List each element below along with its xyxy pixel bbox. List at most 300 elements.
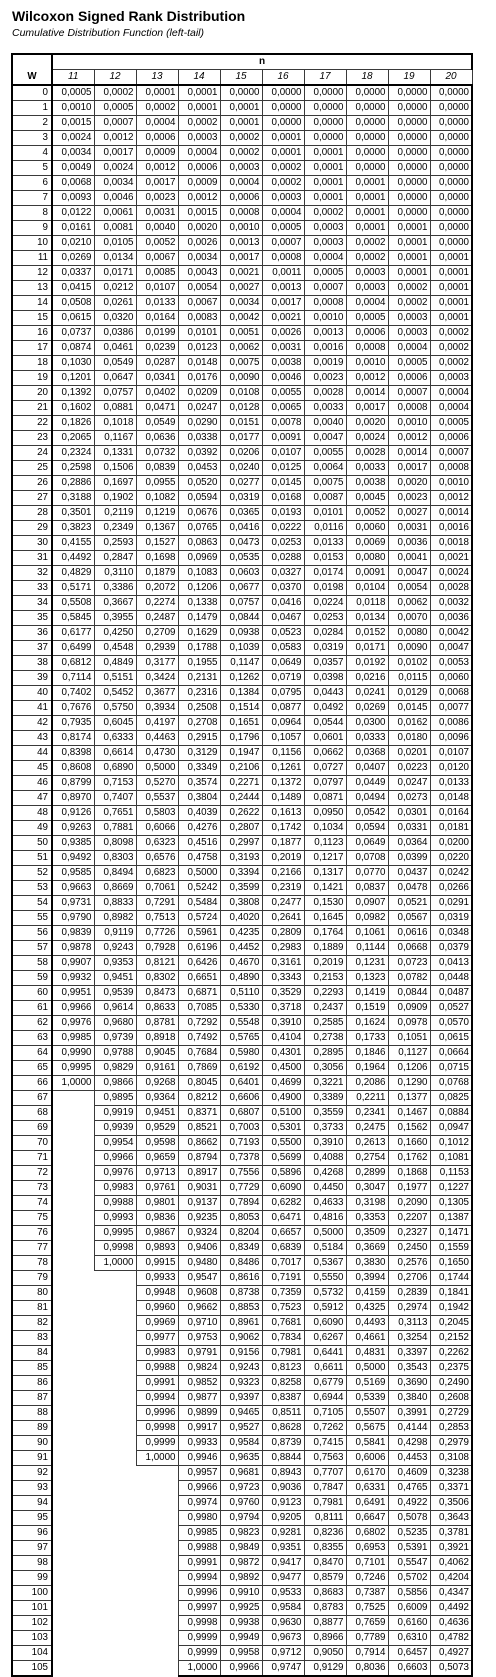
table-cell: 0,6651 <box>178 971 220 986</box>
table-cell: 0,9788 <box>94 1046 136 1061</box>
table-cell: 0,0133 <box>304 536 346 551</box>
table-cell: 0,7003 <box>220 1121 262 1136</box>
w-value: 24 <box>12 446 52 461</box>
table-cell: 0,2316 <box>178 686 220 701</box>
table-cell: 0,2490 <box>430 1376 472 1391</box>
table-cell: 0,0023 <box>136 191 178 206</box>
table-cell: 0,0001 <box>304 191 346 206</box>
table-cell: 0,0253 <box>262 536 304 551</box>
table-cell: 0,1479 <box>178 611 220 626</box>
w-value: 6 <box>12 176 52 191</box>
table-cell: 0,0153 <box>304 551 346 566</box>
table-cell: 0,0017 <box>136 176 178 191</box>
table-cell: 0,2708 <box>178 716 220 731</box>
table-cell: 0,0715 <box>430 1061 472 1076</box>
table-cell: 0,0068 <box>52 176 94 191</box>
table-cell: 0,1372 <box>262 776 304 791</box>
table-cell: 0,2608 <box>430 1391 472 1406</box>
table-cell: 0,4276 <box>178 821 220 836</box>
table-cell: 0,0247 <box>388 776 430 791</box>
table-cell: 0,9938 <box>220 1616 262 1631</box>
table-cell: 0,0045 <box>346 491 388 506</box>
table-cell: 0,0043 <box>178 266 220 281</box>
table-cell: 0,1219 <box>136 506 178 521</box>
table-cell: 0,9477 <box>262 1571 304 1586</box>
table-cell: 0,4633 <box>304 1196 346 1211</box>
table-cell: 0,0368 <box>346 746 388 761</box>
table-cell: 0,0003 <box>304 236 346 251</box>
table-cell: 0,0028 <box>430 581 472 596</box>
table-cell: 0,9451 <box>94 971 136 986</box>
table-cell: 0,0031 <box>388 521 430 536</box>
table-cell: 0,7556 <box>220 1166 262 1181</box>
table-cell: 0,0008 <box>262 251 304 266</box>
table-cell: 0,1338 <box>178 596 220 611</box>
table-cell: 0,5000 <box>304 1226 346 1241</box>
w-value: 42 <box>12 716 52 731</box>
table-cell: 0,0839 <box>136 461 178 476</box>
table-cell: 0,5732 <box>304 1286 346 1301</box>
w-value: 27 <box>12 491 52 506</box>
table-cell <box>94 1586 136 1601</box>
table-cell: 0,1261 <box>262 761 304 776</box>
table-cell: 0,7729 <box>220 1181 262 1196</box>
table-row <box>12 1601 472 1616</box>
table-cell: 0,8053 <box>220 1211 262 1226</box>
table-cell: 0,9353 <box>94 956 136 971</box>
table-cell: 0,0002 <box>94 85 136 101</box>
table-cell: 0,0222 <box>262 521 304 536</box>
table-cell: 0,0002 <box>220 131 262 146</box>
table-cell: 0,0014 <box>430 506 472 521</box>
table-cell: 0,2106 <box>220 761 262 776</box>
table-cell: 0,2895 <box>304 1046 346 1061</box>
table-cell: 0,5841 <box>346 1436 388 1451</box>
table-cell: 0,1377 <box>388 1091 430 1106</box>
table-cell <box>136 1661 178 1677</box>
table-cell: 0,0677 <box>220 581 262 596</box>
table-cell: 0,0969 <box>178 551 220 566</box>
table-cell: 0,3386 <box>94 581 136 596</box>
table-cell: 0,9899 <box>178 1406 220 1421</box>
table-cell: 0,3781 <box>430 1526 472 1541</box>
w-value: 64 <box>12 1046 52 1061</box>
table-cell: 0,5242 <box>178 881 220 896</box>
table-cell: 0,1947 <box>220 746 262 761</box>
w-value: 62 <box>12 1016 52 1031</box>
table-cell: 0,4088 <box>304 1151 346 1166</box>
table-cell: 0,8258 <box>262 1376 304 1391</box>
table-cell: 0,0000 <box>388 206 430 221</box>
table-cell: 0,0001 <box>220 101 262 116</box>
table-cell: 0,0006 <box>388 371 430 386</box>
table-cell: 0,2641 <box>262 911 304 926</box>
table-cell: 0,9161 <box>136 1061 178 1076</box>
w-value: 98 <box>12 1556 52 1571</box>
table-cell: 0,9980 <box>178 1511 220 1526</box>
table-row <box>12 1556 472 1571</box>
table-cell <box>52 1256 94 1271</box>
table-cell: 0,1144 <box>346 941 388 956</box>
table-cell: 0,0379 <box>430 941 472 956</box>
table-row <box>12 1136 472 1151</box>
table-cell: 0,0209 <box>178 386 220 401</box>
table-cell <box>94 1466 136 1481</box>
table-cell: 0,4670 <box>220 956 262 971</box>
table-cell: 0,9951 <box>52 986 94 1001</box>
table-cell: 0,7881 <box>94 821 136 836</box>
table-cell: 0,3808 <box>220 896 262 911</box>
table-cell: 0,9801 <box>136 1196 178 1211</box>
table-cell <box>136 1571 178 1586</box>
table-cell: 0,0133 <box>136 296 178 311</box>
table-cell: 0,0000 <box>430 116 472 131</box>
w-value: 103 <box>12 1631 52 1646</box>
table-cell: 0,7153 <box>94 776 136 791</box>
w-value: 41 <box>12 701 52 716</box>
table-cell: 0,0300 <box>346 716 388 731</box>
table-cell: 0,0004 <box>304 251 346 266</box>
table-cell: 0,9281 <box>262 1526 304 1541</box>
w-value: 11 <box>12 251 52 266</box>
table-cell: 0,2729 <box>430 1406 472 1421</box>
table-cell: 0,0000 <box>262 85 304 101</box>
n-header: n <box>52 54 472 70</box>
table-cell: 0,9933 <box>136 1271 178 1286</box>
table-cell: 0,0000 <box>304 85 346 101</box>
table-cell: 0,6779 <box>304 1376 346 1391</box>
w-value: 55 <box>12 911 52 926</box>
table-cell: 0,2444 <box>220 791 262 806</box>
table-cell: 0,2324 <box>52 446 94 461</box>
table-cell: 0,9991 <box>136 1376 178 1391</box>
table-cell: 0,0096 <box>430 731 472 746</box>
table-cell: 0,0171 <box>346 641 388 656</box>
table-cell: 0,1868 <box>388 1166 430 1181</box>
w-value: 44 <box>12 746 52 761</box>
table-cell: 0,8036 <box>346 1661 388 1677</box>
table-cell: 0,5508 <box>52 596 94 611</box>
table-cell: 0,7193 <box>220 1136 262 1151</box>
table-cell: 0,0013 <box>262 281 304 296</box>
table-cell: 0,9753 <box>178 1331 220 1346</box>
table-cell: 0,0133 <box>430 776 472 791</box>
table-cell: 0,9268 <box>136 1076 178 1091</box>
table-cell: 0,1660 <box>388 1136 430 1151</box>
table-cell: 0,0193 <box>262 506 304 521</box>
table-cell: 0,8633 <box>136 1001 178 1016</box>
table-cell: 0,0583 <box>262 641 304 656</box>
table-cell: 0,2341 <box>346 1106 388 1121</box>
table-cell: 0,0982 <box>346 911 388 926</box>
table-cell: 0,9995 <box>94 1226 136 1241</box>
table-cell: 0,6170 <box>346 1466 388 1481</box>
table-cell: 0,0032 <box>430 596 472 611</box>
w-value: 47 <box>12 791 52 806</box>
table-row <box>12 1541 472 1556</box>
table-cell: 0,9993 <box>94 1211 136 1226</box>
table-cell: 0,5078 <box>388 1511 430 1526</box>
table-cell: 0,4144 <box>388 1421 430 1436</box>
w-value: 86 <box>12 1376 52 1391</box>
table-cell <box>52 1586 94 1601</box>
w-value: 74 <box>12 1196 52 1211</box>
table-cell: 0,4661 <box>346 1331 388 1346</box>
table-cell: 0,0010 <box>220 221 262 236</box>
table-cell: 0,8943 <box>262 1466 304 1481</box>
table-cell: 0,0521 <box>388 896 430 911</box>
table-cell: 0,5169 <box>346 1376 388 1391</box>
table-cell: 0,0162 <box>388 716 430 731</box>
table-cell: 0,4104 <box>262 1031 304 1046</box>
table-cell: 0,3254 <box>388 1331 430 1346</box>
table-cell: 0,7726 <box>136 926 178 941</box>
w-value: 67 <box>12 1091 52 1106</box>
table-cell: 0,0055 <box>262 386 304 401</box>
table-cell <box>94 1301 136 1316</box>
table-cell: 0,5184 <box>304 1241 346 1256</box>
table-cell: 0,1262 <box>220 671 262 686</box>
table-cell: 0,9849 <box>220 1541 262 1556</box>
table-cell <box>52 1466 94 1481</box>
table-cell: 0,0008 <box>346 341 388 356</box>
table-cell: 0,0002 <box>346 236 388 251</box>
table-cell: 0,7914 <box>346 1646 388 1661</box>
table-cell: 0,1051 <box>388 1031 430 1046</box>
table-cell: 0,9529 <box>136 1121 178 1136</box>
table-cell: 0,2709 <box>136 626 178 641</box>
table-cell: 0,1331 <box>94 446 136 461</box>
table-cell: 0,0125 <box>262 461 304 476</box>
table-cell: 0,0038 <box>346 476 388 491</box>
table-cell: 0,8236 <box>304 1526 346 1541</box>
table-row <box>12 146 472 161</box>
column-header: 19 <box>388 70 430 86</box>
table-row <box>12 1511 472 1526</box>
table-cell: 0,0107 <box>430 746 472 761</box>
table-cell: 0,0003 <box>220 161 262 176</box>
table-cell: 0,0837 <box>346 881 388 896</box>
table-cell: 0,1392 <box>52 386 94 401</box>
w-value: 43 <box>12 731 52 746</box>
table-cell: 0,4765 <box>388 1481 430 1496</box>
table-cell: 0,0009 <box>178 176 220 191</box>
table-cell: 0,9681 <box>220 1466 262 1481</box>
table-cell: 0,6871 <box>178 986 220 1001</box>
table-cell: 0,5330 <box>220 1001 262 1016</box>
table-cell: 0,0004 <box>136 116 178 131</box>
header-row-n <box>12 54 472 70</box>
table-cell: 0,3574 <box>178 776 220 791</box>
table-cell: 0,3397 <box>388 1346 430 1361</box>
table-cell: 0,0012 <box>178 191 220 206</box>
table-cell: 0,0031 <box>262 341 304 356</box>
table-cell: 0,8683 <box>304 1586 346 1601</box>
table-cell: 0,5803 <box>136 806 178 821</box>
table-row <box>12 1286 472 1301</box>
table-cell: 0,0102 <box>388 656 430 671</box>
table-cell: 0,0042 <box>220 311 262 326</box>
table-cell: 0,0327 <box>262 566 304 581</box>
table-cell <box>52 1661 94 1677</box>
w-value: 83 <box>12 1331 52 1346</box>
table-cell: 0,8844 <box>262 1451 304 1466</box>
table-cell: 0,9988 <box>136 1361 178 1376</box>
table-cell: 0,9663 <box>52 881 94 896</box>
table-cell <box>94 1571 136 1586</box>
w-value: 29 <box>12 521 52 536</box>
table-cell: 0,9948 <box>136 1286 178 1301</box>
table-cell: 0,0062 <box>220 341 262 356</box>
table-cell: 0,0000 <box>304 116 346 131</box>
w-value: 99 <box>12 1571 52 1586</box>
table-cell: 0,0067 <box>178 296 220 311</box>
table-cell: 0,7513 <box>136 911 178 926</box>
table-cell: 0,2613 <box>346 1136 388 1151</box>
table-cell <box>136 1631 178 1646</box>
table-cell: 0,2262 <box>430 1346 472 1361</box>
w-value: 81 <box>12 1301 52 1316</box>
table-cell: 0,9974 <box>178 1496 220 1511</box>
table-cell: 0,0636 <box>136 431 178 446</box>
table-row <box>12 791 472 806</box>
table-cell: 0,1629 <box>178 626 220 641</box>
table-cell: 0,7246 <box>346 1571 388 1586</box>
table-cell: 0,9673 <box>262 1631 304 1646</box>
table-cell: 0,0123 <box>178 341 220 356</box>
table-row <box>12 1391 472 1406</box>
table-cell: 0,0013 <box>304 326 346 341</box>
table-cell: 0,9999 <box>178 1631 220 1646</box>
table-cell: 0,8799 <box>52 776 94 791</box>
table-cell: 0,9988 <box>178 1541 220 1556</box>
table-cell: 0,7402 <box>52 686 94 701</box>
table-cell: 0,5151 <box>94 671 136 686</box>
table-cell <box>52 1106 94 1121</box>
table-cell: 0,5699 <box>262 1151 304 1166</box>
table-cell: 0,9957 <box>178 1466 220 1481</box>
table-cell: 0,9539 <box>94 986 136 1001</box>
w-value: 23 <box>12 431 52 446</box>
table-cell <box>52 1421 94 1436</box>
w-value: 59 <box>12 971 52 986</box>
table-cell: 0,0461 <box>94 341 136 356</box>
table-cell: 0,0085 <box>136 266 178 281</box>
table-cell: 0,8781 <box>136 1016 178 1031</box>
table-cell: 0,7707 <box>304 1466 346 1481</box>
table-cell: 0,0615 <box>52 311 94 326</box>
table-cell: 0,0287 <box>136 356 178 371</box>
table-cell: 0,3501 <box>52 506 94 521</box>
table-cell: 0,0003 <box>346 266 388 281</box>
table-cell: 0,0107 <box>136 281 178 296</box>
table-cell: 0,0001 <box>388 221 430 236</box>
table-cell: 0,0398 <box>304 671 346 686</box>
table-cell: 0,9996 <box>178 1586 220 1601</box>
table-row <box>12 431 472 446</box>
table-cell: 0,1846 <box>346 1046 388 1061</box>
table-cell: 0,6009 <box>388 1601 430 1616</box>
table-cell: 0,8494 <box>94 866 136 881</box>
table-cell: 0,4450 <box>304 1181 346 1196</box>
w-value: 92 <box>12 1466 52 1481</box>
table-row <box>12 1481 472 1496</box>
table-cell: 0,0006 <box>178 161 220 176</box>
table-cell: 0,0000 <box>388 116 430 131</box>
table-cell: 0,0080 <box>346 551 388 566</box>
w-value: 50 <box>12 836 52 851</box>
table-cell: 0,2983 <box>262 941 304 956</box>
table-cell: 0,4204 <box>430 1571 472 1586</box>
table-cell: 0,0448 <box>430 971 472 986</box>
table-cell: 0,0005 <box>262 221 304 236</box>
table-cell: 0,1018 <box>94 416 136 431</box>
table-cell: 0,1762 <box>388 1151 430 1166</box>
table-cell: 0,6426 <box>178 956 220 971</box>
table-cell: 0,0348 <box>430 926 472 941</box>
table-cell: 0,1231 <box>346 956 388 971</box>
table-cell: 0,0001 <box>262 131 304 146</box>
table-cell: 0,5507 <box>346 1406 388 1421</box>
table-row <box>12 1106 472 1121</box>
table-cell: 0,0795 <box>262 686 304 701</box>
w-header-top <box>12 54 52 70</box>
table-cell: 0,0757 <box>94 386 136 401</box>
table-cell: 0,5391 <box>388 1541 430 1556</box>
table-cell: 0,5675 <box>346 1421 388 1436</box>
table-cell: 0,4500 <box>262 1061 304 1076</box>
table-cell: 1,0000 <box>178 1661 220 1677</box>
table-cell: 0,5547 <box>388 1556 430 1571</box>
table-cell: 0,8579 <box>304 1571 346 1586</box>
table-cell: 0,9988 <box>94 1196 136 1211</box>
table-cell: 0,0093 <box>52 191 94 206</box>
table-cell: 0,8174 <box>52 731 94 746</box>
table-cell: 0,1562 <box>388 1121 430 1136</box>
w-value: 95 <box>12 1511 52 1526</box>
table-cell: 0,9036 <box>262 1481 304 1496</box>
table-cell: 0,3559 <box>304 1106 346 1121</box>
table-cell: 0,0649 <box>262 656 304 671</box>
table-cell: 0,9547 <box>178 1271 220 1286</box>
table-cell: 0,8302 <box>136 971 178 986</box>
table-cell: 0,0049 <box>52 161 94 176</box>
table-row <box>12 341 472 356</box>
w-value: 93 <box>12 1481 52 1496</box>
table-cell: 0,0844 <box>388 986 430 1001</box>
table-cell <box>52 1286 94 1301</box>
table-row <box>12 1181 472 1196</box>
table-cell: 0,0001 <box>262 146 304 161</box>
table-cell: 0,1290 <box>388 1076 430 1091</box>
table-cell: 0,0091 <box>262 431 304 446</box>
w-value: 39 <box>12 671 52 686</box>
table-cell: 0,3129 <box>178 746 220 761</box>
table-row <box>12 416 472 431</box>
table-cell <box>94 1451 136 1466</box>
w-value: 28 <box>12 506 52 521</box>
table-cell: 0,0002 <box>304 206 346 221</box>
table-cell: 0,1323 <box>346 971 388 986</box>
table-cell: 0,0950 <box>304 806 346 821</box>
w-value: 33 <box>12 581 52 596</box>
table-row <box>12 806 472 821</box>
table-cell: 0,1788 <box>178 641 220 656</box>
table-cell: 0,0041 <box>388 551 430 566</box>
table-cell: 0,9045 <box>136 1046 178 1061</box>
table-cell: 0,9824 <box>178 1361 220 1376</box>
table-cell: 0,0964 <box>262 716 304 731</box>
